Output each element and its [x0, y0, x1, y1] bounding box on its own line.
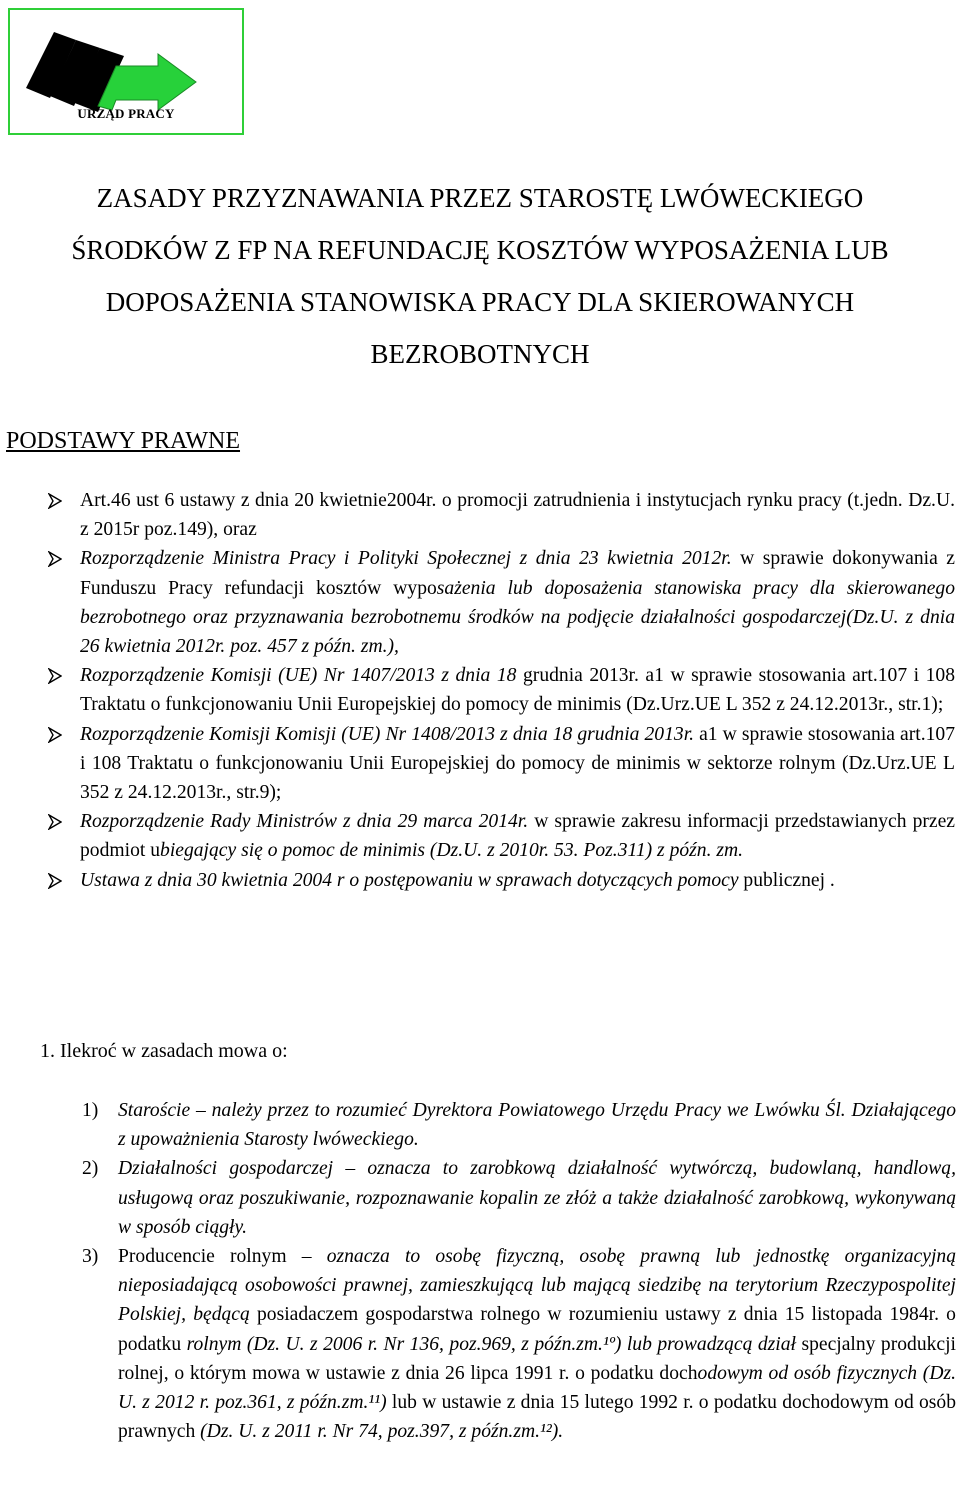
- title-line: DOPOSAŻENIA STANOWISKA PRACY DLA SKIEROWANYCH: [105, 287, 855, 317]
- arrow-bullet-icon: [48, 814, 62, 830]
- arrow-bullet-icon: [48, 873, 62, 889]
- arrow-bullet-icon: [48, 727, 62, 743]
- arrow-bullet-icon: [48, 493, 62, 509]
- arrow-bullet-icon: [48, 668, 62, 684]
- legal-basis-heading: PODSTAWY PRAWNE: [6, 428, 241, 454]
- list-item: Art.46 ust 6 ustawy z dnia 20 kwietnie2004r. o promocji zatrudnienia i instytucjach rynku pracy (t.jedn. Dz.U. z 2015r poz.149), oraz: [48, 486, 955, 544]
- list-item: Rozporządzenie Komisji (UE) Nr 1407/2013 z dnia 18 grudnia 2013r. a1 w sprawie stosowania art.107 i 108 Traktatu o funkcjonowaniu Unii Europejskiej do pomocy de minimis (Dz.Urz.UE L 352 z 24.12.2013r., str.1);: [48, 661, 955, 719]
- item-number: 1): [82, 1100, 99, 1121]
- item-number: 2): [82, 1158, 99, 1180]
- document-title: [0, 172, 960, 380]
- office-logo: [8, 8, 244, 135]
- list-item: Rozporządzenie Ministra Pracy i Polityki Społecznej z dnia 23 kwietnia 2012r. w sprawie dokonywania z Funduszu Pracy refundacji kosztów wyposażenia lub doposażenia stanowiska pracy dla skierowanego bezrobotnego oraz przyznawania bezrobotnemu środków na podjęcie działalności gospodarczej(Dz.U. z dnia 26 kwietnia 2012r. poz. 457 z późn. zm.),: [48, 544, 955, 661]
- title-line: BEZROBOTNYCH: [370, 339, 590, 369]
- section-heading: 1. Ilekroć w zasadach mowa o:: [40, 1040, 288, 1062]
- arrow-bullet-icon: [48, 551, 62, 567]
- list-item: 2) Działalności gospodarczej – oznacza to zarobkową działalność wytwórczą, budowlaną, handlową, usługową oraz poszukiwanie, rozpoznawanie kopalin ze złóż a także działalność zarobkową, wykonywaną w sposób ciągły.: [82, 1154, 956, 1242]
- title-line: ZASADY PRZYZNAWANIA PRZEZ STAROSTĘ LWÓWECKIEGO: [96, 183, 864, 213]
- list-item: Rozporządzenie Komisji Komisji (UE) Nr 1408/2013 z dnia 18 grudnia 2013r. a1 w sprawie stosowania art.107 i 108 Traktatu o funkcjonowaniu Unii Europejskiej do pomocy de minimis w sektorze rolnym (Dz.Urz.UE L 352 z 24.12.2013r., str.9);: [48, 720, 955, 808]
- legal-basis-list: [48, 486, 955, 895]
- list-item: 1) Staroście – należy przez to rozumieć Dyrektora Powiatowego Urzędu Pracy we Lwówku Śl. Działającego z upoważnienia Starosty lwóweckiego.: [82, 1096, 956, 1154]
- definitions-list: [82, 1096, 956, 1446]
- item-number: 3): [82, 1246, 99, 1268]
- list-item: Rozporządzenie Rady Ministrów z dnia 29 marca 2014r. w sprawie zakresu informacji przedstawianych przez podmiot ubiegający się o pomoc de minimis (Dz.U. z 2010r. 53. Poz.311) z późn. zm.: [48, 807, 955, 865]
- office-logo-text: URZĄD PRACY: [77, 106, 175, 121]
- title-line: ŚRODKÓW Z FP NA REFUNDACJĘ KOSZTÓW WYPOSAŻENIA LUB: [71, 235, 889, 265]
- list-item: Ustawa z dnia 30 kwietnia 2004 r o postępowaniu w sprawach dotyczących pomocy publicznej .: [48, 866, 955, 895]
- list-item: 3) Producencie rolnym – oznacza to osobę fizyczną, osobę prawną lub jednostkę organizacyjną nieposiadającą osobowości prawnej, zamieszkującą lub mającą siedzibę na terytorium Rzeczypospolitej Polskiej, będącą posiadaczem gospodarstwa rolnego w rozumieniu ustawy z dnia 15 listopada 1984r. o podatku rolnym (Dz. U. z 2006 r. Nr 136, poz.969, z późn.zm.¹º) lub prowadzącą dział specjalny produkcji rolnej, o którym mowa w ustawie z dnia 26 lipca 1991 r. o podatku dochodowym od osób fizycznych (Dz. U. z 2012 r. poz.361, z późn.zm.¹¹) lub w ustawie z dnia 15 lutego 1992 r. o podatku dochodowym od osób prawnych (Dz. U. z 2011 r. Nr 74, poz.397, z późn.zm.¹²).: [82, 1242, 956, 1446]
